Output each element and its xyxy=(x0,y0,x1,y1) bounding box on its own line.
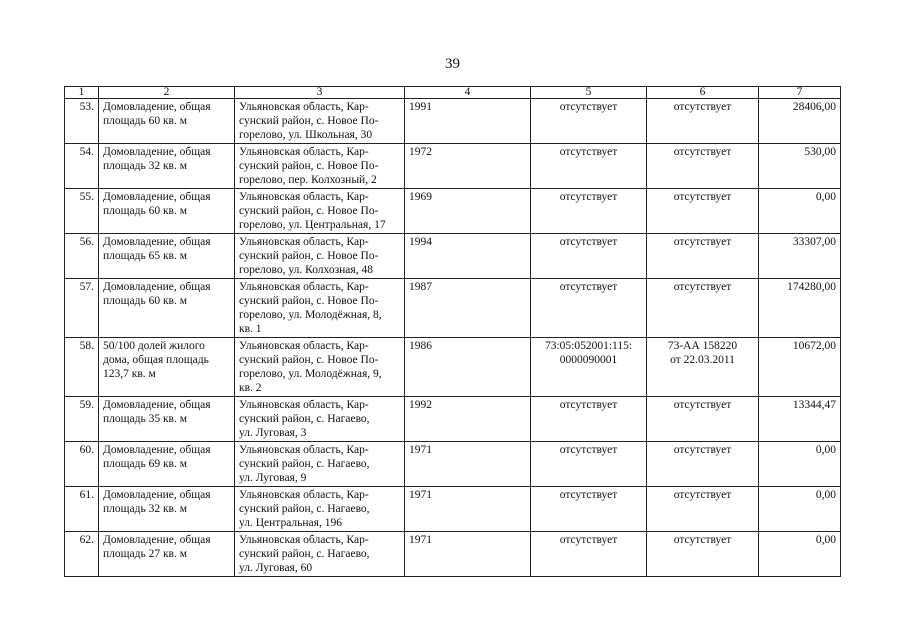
year-cell xyxy=(405,279,531,338)
registration-cell-text: отсутствует xyxy=(673,101,732,113)
value-cell xyxy=(759,279,841,338)
year-cell xyxy=(405,532,531,577)
property-name-cell xyxy=(99,234,235,279)
address-cell xyxy=(235,442,405,487)
cadastral-number-cell-text: отсутствует xyxy=(559,236,618,248)
year-cell xyxy=(405,397,531,442)
value-cell xyxy=(759,532,841,577)
table-body xyxy=(65,99,841,577)
cadastral-number-cell xyxy=(531,338,647,397)
value-cell-text: 174280,00 xyxy=(787,281,836,293)
registration-cell-text: отсутствует xyxy=(673,191,732,203)
property-name-cell-text: Домовладение, общая площадь 32 кв. м xyxy=(103,489,211,515)
year-cell xyxy=(405,99,531,144)
row-number-cell xyxy=(65,338,99,397)
column-header-name: 2 xyxy=(99,87,235,99)
value-cell-text: 13344,47 xyxy=(792,399,836,411)
property-name-cell xyxy=(99,532,235,577)
address-cell-text: Ульяновская область, Кар- сунский район, с. Нагаево, ул. Луговая, 60 xyxy=(239,534,370,574)
column-header-value: 7 xyxy=(759,87,841,99)
property-name-cell-text: Домовладение, общая площадь 60 кв. м xyxy=(103,281,211,307)
address-cell-text: Ульяновская область, Кар- сунский район, с. Нагаево, ул. Луговая, 9 xyxy=(239,444,370,484)
table-row xyxy=(65,397,841,442)
year-cell-text: 1972 xyxy=(409,146,432,158)
property-name-cell xyxy=(99,279,235,338)
property-name-cell-text: Домовладение, общая площадь 32 кв. м xyxy=(103,146,211,172)
year-cell-text: 1971 xyxy=(409,534,432,546)
table-row xyxy=(65,144,841,189)
year-cell xyxy=(405,234,531,279)
registration-cell-text: отсутствует xyxy=(673,281,732,293)
registration-cell xyxy=(647,144,759,189)
property-name-cell-text: 50/100 долей жилого дома, общая площадь 123,7 кв. м xyxy=(103,340,209,380)
year-cell-text: 1992 xyxy=(409,399,432,411)
address-cell-text: Ульяновская область, Кар- сунский район, с. Новое По- горелово, пер. Колхозный, 2 xyxy=(239,146,379,186)
registration-cell-text: отсутствует xyxy=(673,534,732,546)
table-row xyxy=(65,442,841,487)
address-cell xyxy=(235,189,405,234)
row-number-cell xyxy=(65,397,99,442)
table-row xyxy=(65,189,841,234)
address-cell-text: Ульяновская область, Кар- сунский район, с. Новое По- горелово, ул. Молодёжная, 9, кв. 2 xyxy=(239,340,382,394)
address-cell-text: Ульяновская область, Кар- сунский район, с. Новое По- горелово, ул. Молодёжная, 8, кв. 1 xyxy=(239,281,382,335)
property-name-cell-text: Домовладение, общая площадь 35 кв. м xyxy=(103,399,211,425)
value-cell-text: 530,00 xyxy=(804,146,836,158)
row-number-cell xyxy=(65,532,99,577)
registration-cell xyxy=(647,338,759,397)
table-row xyxy=(65,338,841,397)
property-name-cell xyxy=(99,189,235,234)
year-cell xyxy=(405,189,531,234)
registration-cell-text: отсутствует xyxy=(673,146,732,158)
cadastral-number-cell xyxy=(531,144,647,189)
address-cell xyxy=(235,397,405,442)
table-header xyxy=(65,87,841,99)
cadastral-number-cell-text: отсутствует xyxy=(559,444,618,456)
row-number-cell-text: 55. xyxy=(79,191,94,203)
property-name-cell-text: Домовладение, общая площадь 65 кв. м xyxy=(103,236,211,262)
row-number-cell-text: 60. xyxy=(79,444,94,456)
value-cell xyxy=(759,189,841,234)
registration-cell-text: отсутствует xyxy=(673,399,732,411)
column-header-registration: 6 xyxy=(647,87,759,99)
year-cell xyxy=(405,487,531,532)
cadastral-number-cell-text: отсутствует xyxy=(559,146,618,158)
header-row xyxy=(65,87,841,99)
registration-cell-text: отсутствует xyxy=(673,489,732,501)
year-cell xyxy=(405,144,531,189)
column-header-number: 1 xyxy=(65,87,99,99)
row-number-cell xyxy=(65,189,99,234)
address-cell xyxy=(235,144,405,189)
row-number-cell-text: 58. xyxy=(79,340,94,352)
cadastral-number-cell-text: отсутствует xyxy=(559,489,618,501)
property-registry-table xyxy=(64,86,841,577)
row-number-cell xyxy=(65,234,99,279)
year-cell-text: 1987 xyxy=(409,281,432,293)
registration-cell-text: отсутствует xyxy=(673,236,732,248)
value-cell xyxy=(759,338,841,397)
cadastral-number-cell-text: отсутствует xyxy=(559,101,618,113)
registration-cell xyxy=(647,279,759,338)
cadastral-number-cell-text: отсутствует xyxy=(559,534,618,546)
property-name-cell-text: Домовладение, общая площадь 27 кв. м xyxy=(103,534,211,560)
table-row xyxy=(65,279,841,338)
page-number: 39 xyxy=(445,56,460,72)
year-cell-text: 1994 xyxy=(409,236,432,248)
address-cell-text: Ульяновская область, Кар- сунский район, с. Нагаево, ул. Центральная, 196 xyxy=(239,489,370,529)
value-cell xyxy=(759,99,841,144)
row-number-cell xyxy=(65,279,99,338)
address-cell-text: Ульяновская область, Кар- сунский район, с. Новое По- горелово, ул. Школьная, 30 xyxy=(239,101,379,141)
cadastral-number-cell-text: отсутствует xyxy=(559,281,618,293)
cadastral-number-cell xyxy=(531,99,647,144)
row-number-cell-text: 62. xyxy=(79,534,94,546)
registration-cell xyxy=(647,99,759,144)
registration-cell xyxy=(647,487,759,532)
property-name-cell xyxy=(99,397,235,442)
address-cell xyxy=(235,279,405,338)
property-name-cell xyxy=(99,144,235,189)
registration-cell xyxy=(647,532,759,577)
value-cell xyxy=(759,442,841,487)
cadastral-number-cell xyxy=(531,397,647,442)
row-number-cell-text: 54. xyxy=(79,146,94,158)
year-cell-text: 1971 xyxy=(409,444,432,456)
row-number-cell-text: 53. xyxy=(79,101,94,113)
registration-cell xyxy=(647,234,759,279)
year-cell-text: 1986 xyxy=(409,340,432,352)
address-cell-text: Ульяновская область, Кар- сунский район, с. Новое По- горелово, ул. Центральная, 17 xyxy=(239,191,386,231)
row-number-cell xyxy=(65,99,99,144)
year-cell-text: 1969 xyxy=(409,191,432,203)
value-cell xyxy=(759,397,841,442)
table-row xyxy=(65,487,841,532)
row-number-cell-text: 57. xyxy=(79,281,94,293)
registration-cell-text: 73-АА 158220 от 22.03.2011 xyxy=(667,340,738,366)
cadastral-number-cell xyxy=(531,532,647,577)
table-row xyxy=(65,234,841,279)
value-cell-text: 0,00 xyxy=(815,489,836,501)
property-name-cell xyxy=(99,99,235,144)
value-cell-text: 0,00 xyxy=(815,191,836,203)
row-number-cell xyxy=(65,144,99,189)
year-cell xyxy=(405,442,531,487)
row-number-cell-text: 61. xyxy=(79,489,94,501)
address-cell xyxy=(235,99,405,144)
address-cell xyxy=(235,532,405,577)
address-cell xyxy=(235,487,405,532)
registration-cell-text: отсутствует xyxy=(673,444,732,456)
registration-cell xyxy=(647,442,759,487)
year-cell-text: 1971 xyxy=(409,489,432,501)
cadastral-number-cell-text: 73:05:052001:115: 0000090001 xyxy=(544,340,633,366)
column-header-address: 3 xyxy=(235,87,405,99)
registration-cell xyxy=(647,189,759,234)
value-cell-text: 33307,00 xyxy=(792,236,836,248)
cadastral-number-cell xyxy=(531,189,647,234)
address-cell-text: Ульяновская область, Кар- сунский район, с. Новое По- горелово, ул. Колхозная, 48 xyxy=(239,236,379,276)
cadastral-number-cell xyxy=(531,487,647,532)
year-cell xyxy=(405,338,531,397)
value-cell xyxy=(759,144,841,189)
address-cell xyxy=(235,234,405,279)
table-row xyxy=(65,99,841,144)
property-name-cell-text: Домовладение, общая площадь 60 кв. м xyxy=(103,191,211,217)
registration-cell xyxy=(647,397,759,442)
cadastral-number-cell-text: отсутствует xyxy=(559,191,618,203)
row-number-cell xyxy=(65,442,99,487)
value-cell xyxy=(759,487,841,532)
property-name-cell xyxy=(99,442,235,487)
value-cell-text: 0,00 xyxy=(815,444,836,456)
property-name-cell xyxy=(99,487,235,532)
property-name-cell-text: Домовладение, общая площадь 69 кв. м xyxy=(103,444,211,470)
value-cell xyxy=(759,234,841,279)
column-header-year: 4 xyxy=(405,87,531,99)
property-name-cell-text: Домовладение, общая площадь 60 кв. м xyxy=(103,101,211,127)
column-header-cadastral: 5 xyxy=(531,87,647,99)
cadastral-number-cell xyxy=(531,234,647,279)
year-cell-text: 1991 xyxy=(409,101,432,113)
cadastral-number-cell xyxy=(531,279,647,338)
row-number-cell-text: 56. xyxy=(79,236,94,248)
row-number-cell-text: 59. xyxy=(79,399,94,411)
value-cell-text: 0,00 xyxy=(815,534,836,546)
row-number-cell xyxy=(65,487,99,532)
value-cell-text: 28406,00 xyxy=(792,101,836,113)
property-name-cell xyxy=(99,338,235,397)
address-cell-text: Ульяновская область, Кар- сунский район, с. Нагаево, ул. Луговая, 3 xyxy=(239,399,370,439)
cadastral-number-cell-text: отсутствует xyxy=(559,399,618,411)
address-cell xyxy=(235,338,405,397)
table-row xyxy=(65,532,841,577)
cadastral-number-cell xyxy=(531,442,647,487)
value-cell-text: 10672,00 xyxy=(792,340,836,352)
